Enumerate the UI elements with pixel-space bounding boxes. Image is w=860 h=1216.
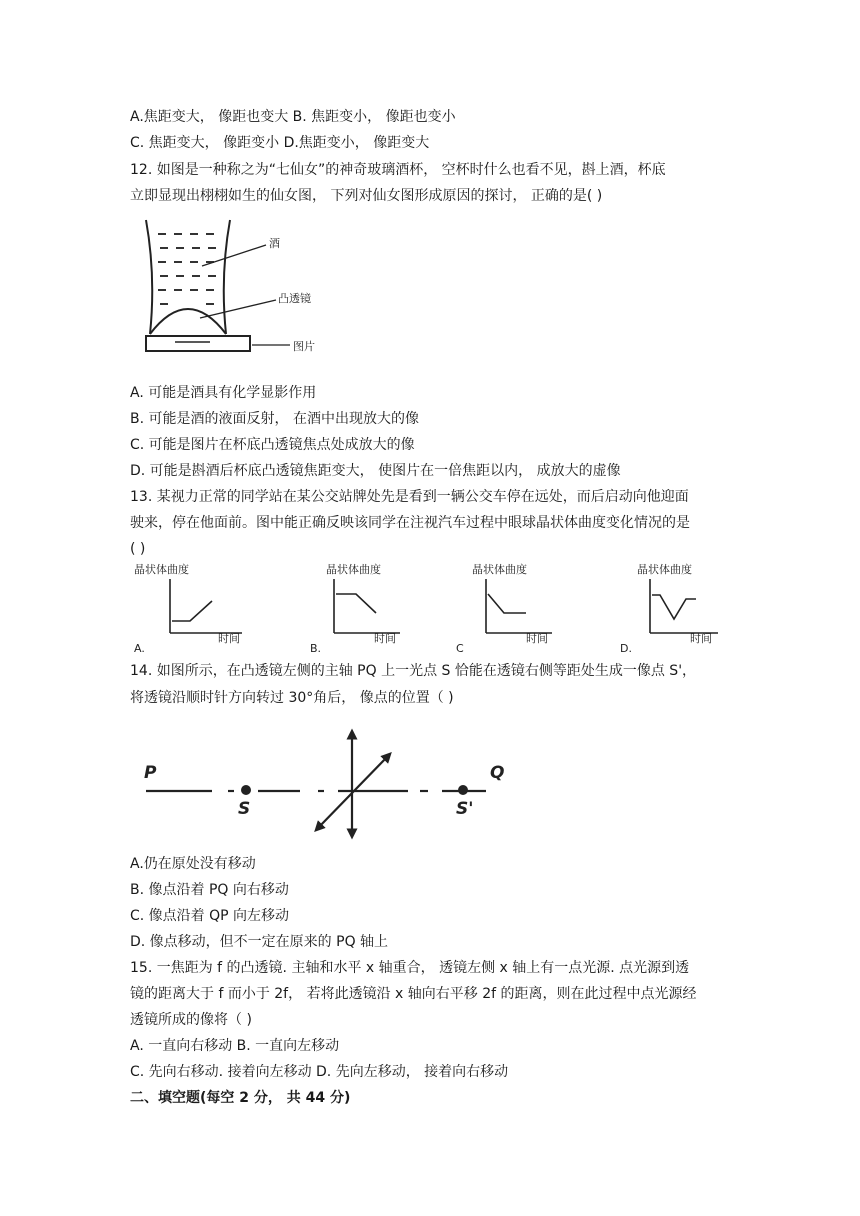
graph-b-curve [336, 594, 376, 613]
graph-c-curve [488, 594, 526, 613]
q15-options-cd: C. 先向右移动. 接着向左移动 D. 先向左移动， 接着向右移动 [130, 1064, 509, 1080]
q13-stem-line1: 13. 某视力正常的同学站在某公交站牌处先是看到一辆公交车停在远处，而后启动向他迎面 [130, 489, 689, 505]
label-q: Q [490, 763, 505, 783]
section-2-heading: 二、填空题(每空 2 分， 共 44 分) [130, 1090, 351, 1106]
q14-stem-line1: 14. 如图所示，在凸透镜左侧的主轴 PQ 上一光点 S 恰能在透镜右侧等距处生成一像点 S'， [130, 663, 697, 679]
q13-stem-line3: ( ) [130, 541, 146, 557]
graph-a-xlabel: 时间 [218, 632, 240, 645]
graph-c-ylabel: 晶状体曲度 [472, 563, 527, 576]
label-picture: 图片 [293, 340, 315, 353]
lens-curvature-graphs [130, 561, 730, 655]
q15-stem-line1: 15. 一焦距为 f 的凸透镜. 主轴和水平 x 轴重合， 透镜左侧 x 轴上有一点光源. 点光源到透 [130, 960, 690, 976]
graph-c-option: C [456, 642, 464, 655]
q15-stem-line2: 镜的距离大于 f 而小于 2f， 若将此透镜沿 x 轴向右平移 2f 的距离，则在此过程中点光源经 [130, 986, 697, 1002]
q14-option-c: C. 像点沿着 QP 向左移动 [130, 908, 290, 924]
graph-a-curve [172, 601, 212, 621]
q12-stem-line2: 立即显现出栩栩如生的仙女图， 下列对仙女图形成原因的探讨， 正确的是( ) [130, 188, 603, 204]
wine-dashes [158, 234, 216, 304]
label-p: P [144, 763, 157, 783]
label-wine: 酒 [269, 237, 280, 250]
wine-cup-figure [130, 212, 330, 367]
picture-slab [146, 336, 250, 351]
graph-c [456, 562, 552, 655]
graph-b [310, 562, 400, 655]
graph-a [134, 562, 242, 655]
q12-option-b: B. 可能是酒的液面反射， 在酒中出现放大的像 [130, 411, 419, 427]
convex-lens-shape [150, 309, 226, 334]
graph-b-option: B. [310, 642, 322, 655]
q14-stem-line2: 将透镜沿顺时针方向转过 30°角后， 像点的位置（ ) [130, 690, 454, 706]
q14-option-b: B. 像点沿着 PQ 向右移动 [130, 882, 289, 898]
q13-stem-line2: 驶来，停在他面前。图中能正确反映该同学在注视汽车过程中眼球晶状体曲度变化情况的是 [130, 515, 690, 531]
label-s: S [238, 799, 251, 819]
q12-option-d: D. 可能是斟酒后杯底凸透镜焦距变大， 使图片在一倍焦距以内， 成放大的虚像 [130, 463, 621, 479]
graph-d-ylabel: 晶状体曲度 [637, 563, 692, 576]
graph-c-xlabel: 时间 [526, 632, 548, 645]
q15-options-ab: A. 一直向右移动 B. 一直向左移动 [130, 1038, 340, 1054]
cup-left-wall [146, 220, 152, 334]
graph-a-option: A. [134, 642, 145, 655]
q12-option-c: C. 可能是图片在杯底凸透镜焦点处成放大的像 [130, 437, 415, 453]
graph-d-curve [652, 595, 696, 619]
q11-options-ab: A.焦距变大， 像距也变大 B. 焦距变小， 像距也变小 [130, 109, 456, 125]
q12-option-a: A. 可能是酒具有化学显影作用 [130, 385, 317, 401]
label-convex-lens: 凸透镜 [278, 292, 311, 305]
q11-options-cd: C. 焦距变大， 像距变小 D.焦距变小， 像距变大 [130, 135, 430, 151]
graph-d [620, 562, 718, 655]
graph-d-xlabel: 时间 [690, 632, 712, 645]
graph-a-ylabel: 晶状体曲度 [134, 563, 189, 576]
lens-axis-figure [130, 722, 530, 840]
lens-pointer [200, 300, 276, 318]
label-s-prime: S' [456, 799, 474, 819]
cup-right-wall [224, 220, 230, 334]
graph-b-ylabel: 晶状体曲度 [326, 563, 381, 576]
q14-option-d: D. 像点移动，但不一定在原来的 PQ 轴上 [130, 934, 389, 950]
q15-stem-line3: 透镜所成的像将（ ) [130, 1012, 252, 1028]
graph-d-option: D. [620, 642, 632, 655]
q14-option-a: A.仍在原处没有移动 [130, 856, 256, 872]
point-s-prime [458, 785, 468, 795]
graph-b-xlabel: 时间 [374, 632, 396, 645]
q12-stem-line1: 12. 如图是一种称之为“七仙女”的神奇玻璃酒杯， 空杯时什么也看不见，斟上酒，杯底 [130, 162, 666, 178]
point-s [241, 785, 251, 795]
